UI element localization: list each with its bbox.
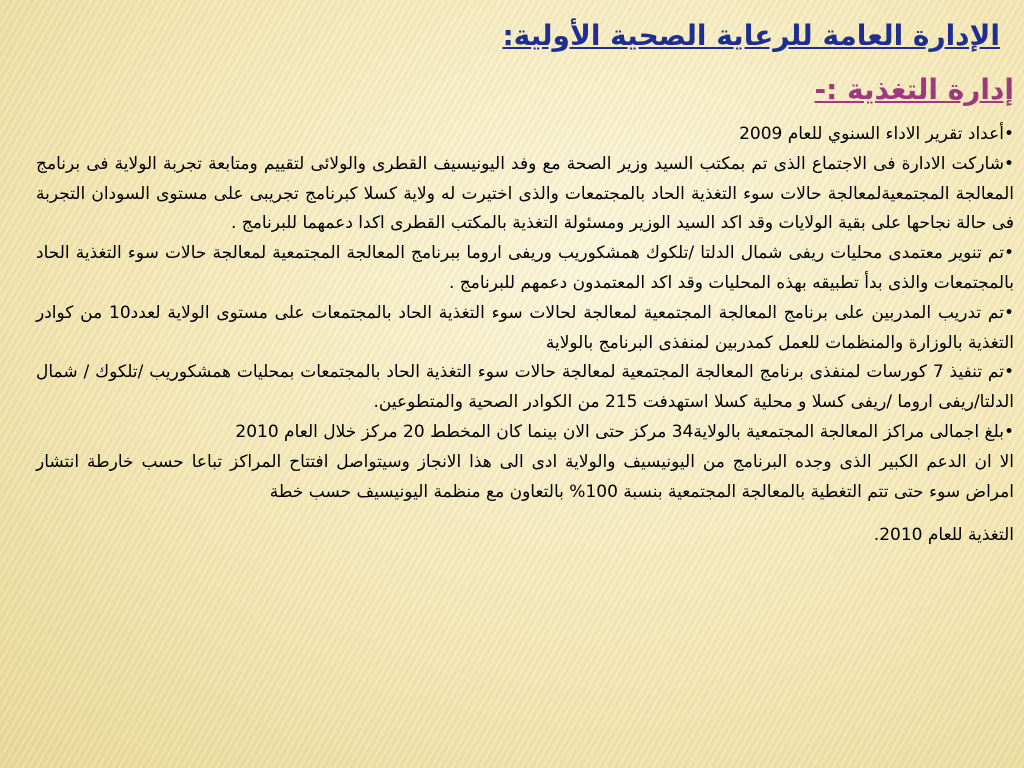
bullet-annual-report: •أعداد تقرير الاداء السنوي للعام 2009 — [739, 124, 1014, 144]
slide-body — [36, 120, 1014, 551]
closing-last-line: التغذية للعام 2010. — [873, 525, 1014, 546]
bullet-commissioners-briefing: •تم تنوير معتمدى محليات ريفى شمال الدلتا /تلكوك همشكوريب وريفى اروما ببرنامج المعالجة المجتمعية لمعالجة حالات سوء التغذية الحاد بالمجتمعات والذى بدأ تطبيقه بهذه المحليات وقد اكد المعتمدون دعمهم للبرنامج . — [36, 243, 1014, 293]
slide — [34, 10, 1014, 760]
bullet-unicef-meeting: •شاركت الادارة فى الاجتماع الذى تم بمكتب السيد وزير الصحة مع وفد اليونيسيف القطرى والولائى لتقييم ومتابعة تجربة الولاية فى برنامج المعالجة المجتمعيةلمعالجة حالات سوء التغذية الحاد بالمجتمعات والذى اختيرت له ولاية كسلا كبرنامج تجريبى على مستوى السودان التجربة فى حالة نجاحها على بقية الولايات وقد اكد السيد الوزير ومسئولة التغذية بالمكتب القطرى اكدا دعمهما للبرنامج . — [36, 153, 1014, 234]
slide-title: الإدارة العامة للرعاية الصحية الأولية: — [502, 19, 1000, 52]
bullet-courses: •تم تنفيذ 7 كورسات لمنفذى برنامج المعالجة المجتمعية لمعالجة حالات سوء التغذية الحاد بالمجتمعات بمحليات همشكوريب /تلكوك / شمال الدلتا/ريفى اروما /ريفى كسلا و محلية كسلا استهدفت 215 من الكوادر الصحية والمتطوعين. — [36, 362, 1014, 413]
bullet-trainers-training: •تم تدريب المدربين على برنامج المعالجة المجتمعية لمعالجة لحالات سوء التغذية الحاد بالمجتمعات على مستوى الولاية لعدد10 من كوادر التغذية بالوزارة والمنظمات للعمل كمدربين لمنفذى البرنامج بالولاية — [36, 302, 1015, 353]
bullet-centers-total: •بلغ اجمالى مراكز المعالجة المجتمعية بالولاية34 مركز حتى الان بينما كان المخطط 20 مركز خلال العام 2010 — [235, 421, 1014, 442]
closing-paragraph: الا ان الدعم الكبير الذى وجده البرنامج من اليونيسيف والولاية ادى الى هذا الانجاز وسيتواصل افتتاح المراكز تباعا حسب خارطة انتشار امراض سوء حتى تتم التغطية بالمعالجة المجتمعية بنسبة 100% بالتعاون مع منظمة اليونيسيف حسب خطة — [36, 451, 1014, 502]
slide-subtitle: إدارة التغذية :- — [814, 73, 1014, 106]
